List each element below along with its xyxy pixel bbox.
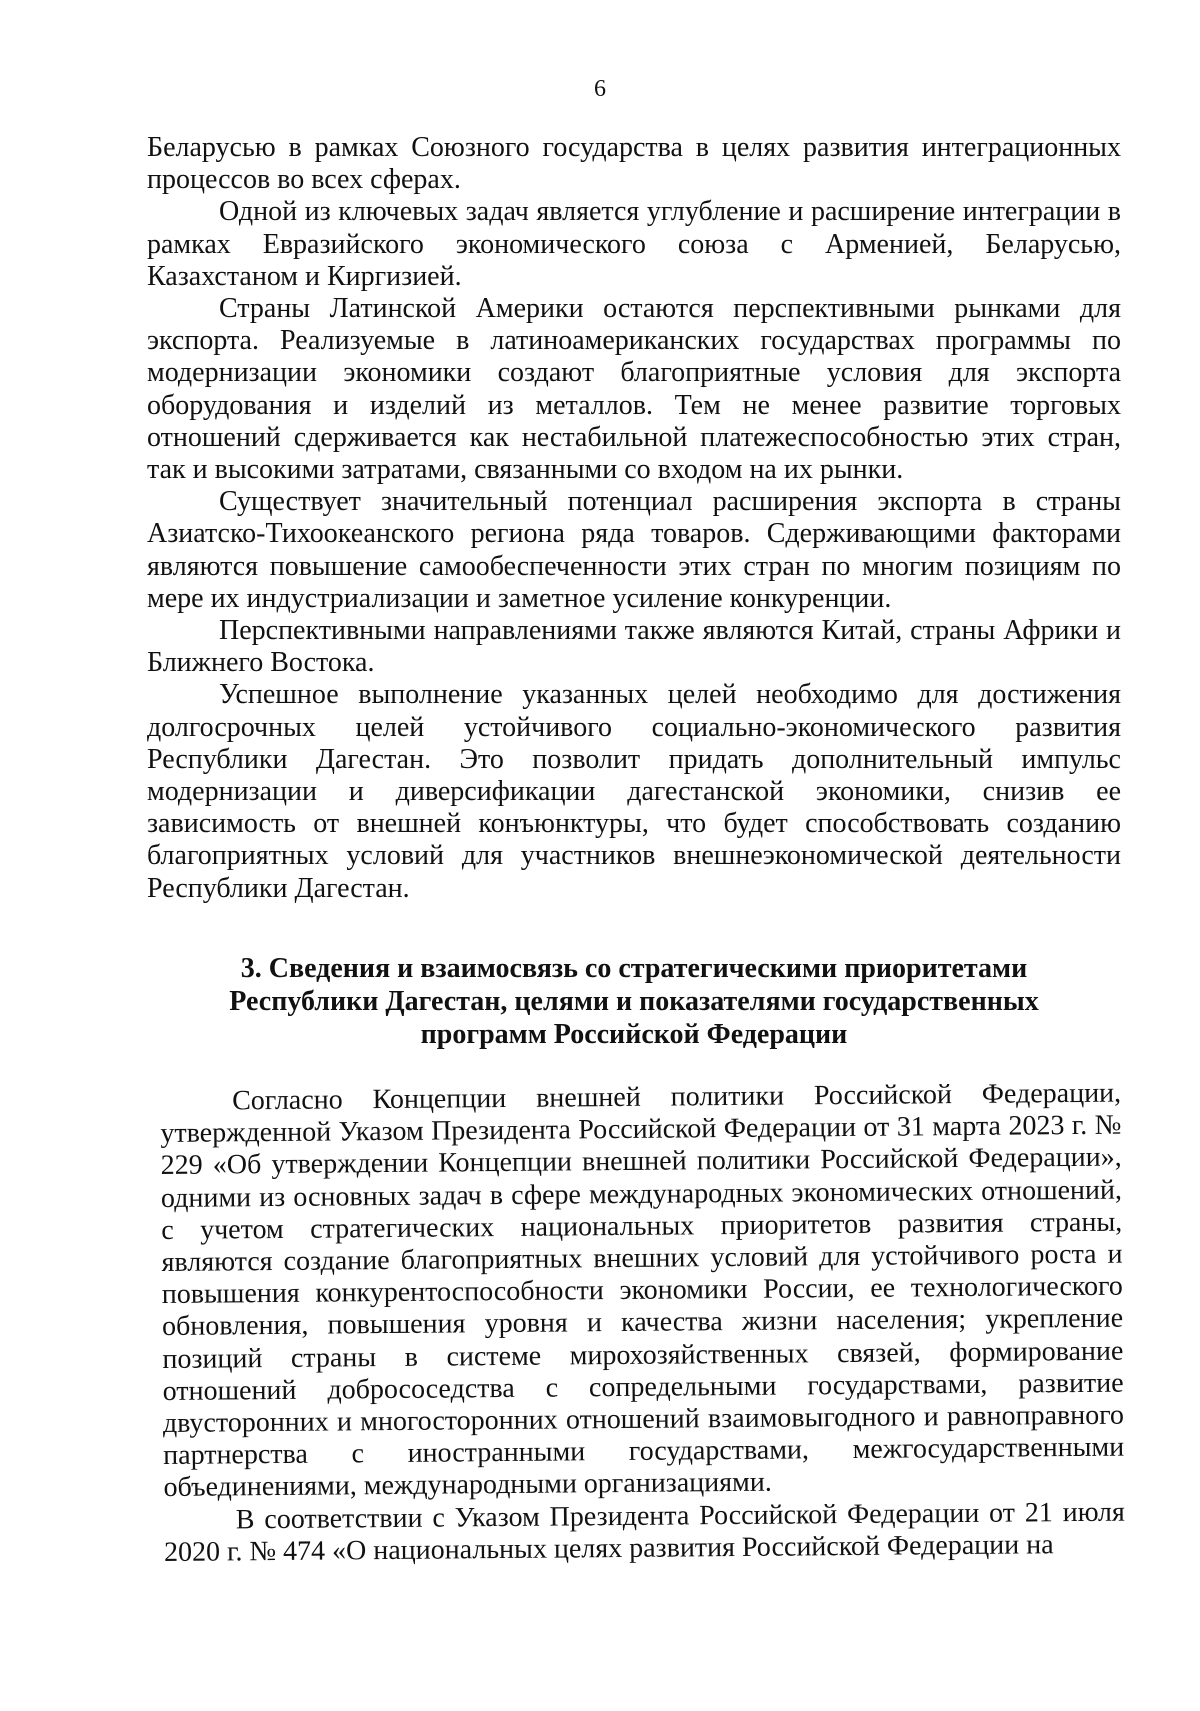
- paragraph-national-goals: В соответствии с Указом Президента Российской Федерации от 21 июля 2020 г. № 474 «О национальных целях развития Российской Федерации на: [163, 1496, 1125, 1568]
- section-heading-line-1: 3. Сведения и взаимосвязь со стратегическими приоритетами: [240, 953, 1028, 984]
- page-number: 6: [594, 76, 606, 102]
- bottom-text-block: [160, 1078, 1125, 1569]
- section-heading: [147, 952, 1121, 1051]
- paragraph-goals: Успешное выполнение указанных целей необходимо для достижения долгосрочных целей устойчивого социально-экономического развития Республики Дагестан. Это позволит придать дополнительный импульс модернизации и диверсификации дагестанской экономики, снизив ее зависимость от внешней конъюнктуры, что будет способствовать созданию благоприятных условий для участников внешнеэкономической деятельности Республики Дагестан.: [147, 679, 1121, 904]
- paragraph-foreign-policy-concept: Согласно Концепции внешней политики Российской Федерации, утвержденной Указом Президента Российской Федерации от 31 марта 2023 г. № 229 «Об утверждении Концепции внешней политики Российской Федерации», одними из основных задач в сфере международных экономических отношений, с учетом стратегических национальных приоритетов развития страны, являются создание благоприятных внешних условий для устойчивого роста и повышения конкурентоспособности экономики России, ее технологического обновления, повышения уровня и качества жизни населения; укрепление позиций страны в системе мирохозяйственных связей, формирование отношений добрососедства с сопредельными государствами, развитие двусторонних и многосторонних отношений взаимовыгодного и равноправного партнерства с иностранными государствами, межгосударственными объединениями, международными организациями.: [160, 1077, 1125, 1504]
- paragraph-asia-pacific: Существует значительный потенциал расширения экспорта в страны Азиатско-Тихоокеанского региона ряда товаров. Сдерживающими факторами являются повышение самообеспеченности этих стран по многим позициям по мере их индустриализации и заметное усиление конкуренции.: [147, 486, 1121, 614]
- paragraph-eurasian-union: Одной из ключевых задач является углубление и расширение интеграции в рамках Евразийского экономического союза с Арменией, Беларусью, Казахстаном и Киргизией.: [147, 196, 1121, 292]
- top-text-block: [147, 132, 1121, 905]
- paragraph-continuation: Беларусью в рамках Союзного государства в целях развития интеграционных процессов во всех сферах.: [147, 132, 1121, 196]
- paragraph-latin-america: Страны Латинской Америки остаются перспективными рынками для экспорта. Реализуемые в латиноамериканских государствах программы по модернизации экономики создают благоприятные условия для экспорта оборудования и изделий из металлов. Тем не менее развитие торговых отношений сдерживается как нестабильной платежеспособностью этих стран, так и высокими затратами, связанными со входом на их рынки.: [147, 293, 1121, 486]
- paragraph-china-africa: Перспективными направлениями также являются Китай, страны Африки и Ближнего Востока.: [147, 615, 1121, 679]
- section-heading-line-3: программ Российской Федерации: [420, 1019, 848, 1050]
- section-heading-line-2: Республики Дагестан, целями и показателями государственных: [229, 986, 1039, 1017]
